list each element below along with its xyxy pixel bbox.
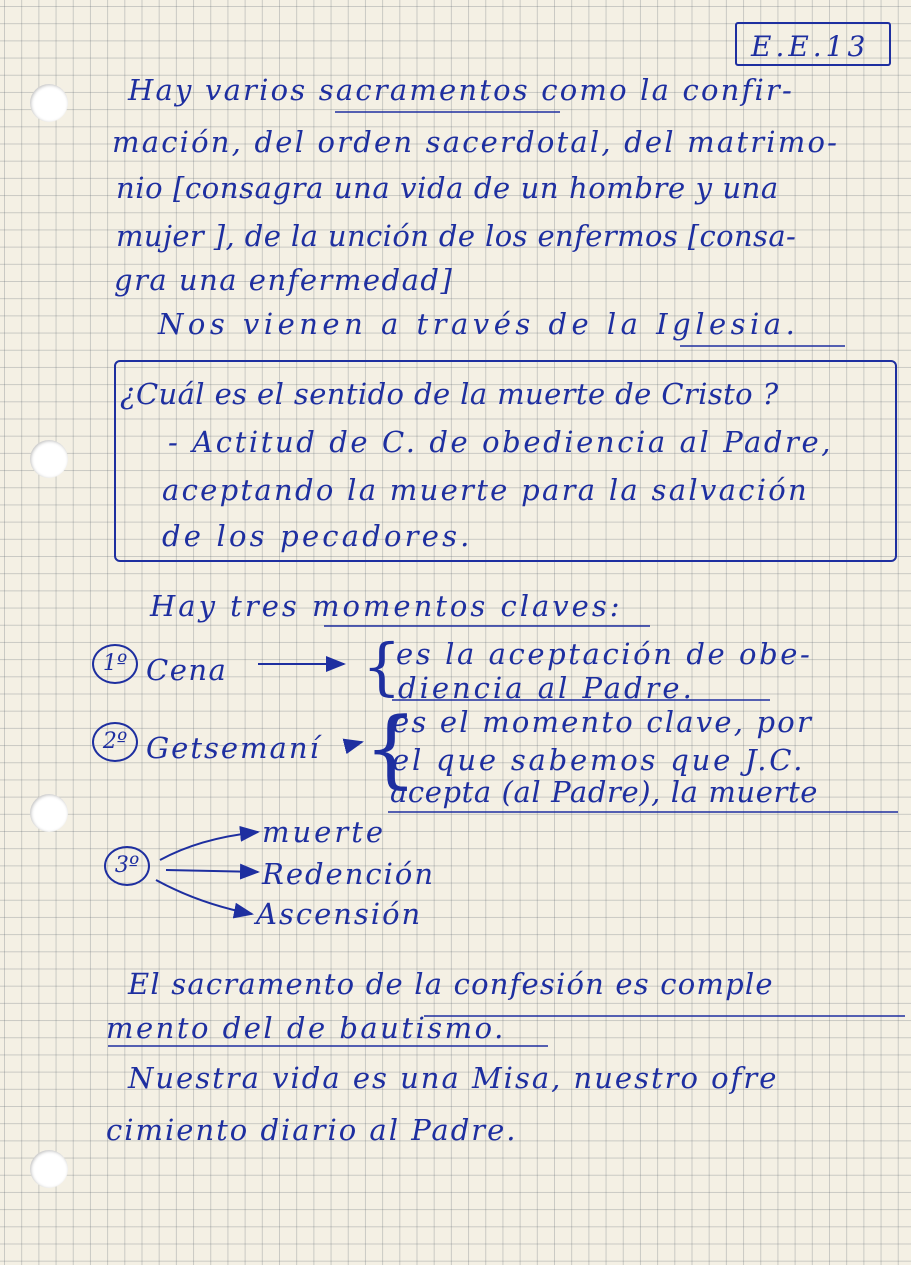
moment-2-name: Getsemaní xyxy=(146,731,321,765)
moment-1-text-2: diencia al Padre. xyxy=(398,671,695,705)
question-line-3: aceptando la muerte para la salvación xyxy=(162,473,810,507)
moment-3-item-2: Redención xyxy=(262,857,436,891)
arrow-redencion xyxy=(166,870,258,872)
para2-line-4: cimiento diario al Padre. xyxy=(106,1113,518,1147)
moment-2-text-3: acepta (al Padre), la muerte xyxy=(390,775,818,809)
para1-line-4: mujer ], de la unción de los enfermos [consa- xyxy=(116,219,797,253)
arrow-muerte xyxy=(160,832,258,860)
moment-1-brace: { xyxy=(362,630,402,703)
question-line-4: de los pecadores. xyxy=(162,519,473,553)
para1-line-6: Nos vienen a través de la Iglesia. xyxy=(158,307,800,341)
page-code: E.E.13 xyxy=(751,30,870,63)
moment-3-number: 3º xyxy=(104,846,150,886)
moments-heading: Hay tres momentos claves: xyxy=(150,589,623,623)
question-line-2: - Actitud de C. de obediencia al Padre, xyxy=(168,425,834,459)
arrow-ascension xyxy=(156,880,252,914)
para2-line-3: Nuestra vida es una Misa, nuestro ofre xyxy=(128,1061,779,1095)
moment-3-item-3: Ascensión xyxy=(256,897,423,931)
question-line-1: ¿Cuál es el sentido de la muerte de Cristo ? xyxy=(120,377,779,411)
moment-2-brace: { xyxy=(364,699,418,797)
moment-2-text-1: es el momento clave, por xyxy=(392,705,814,739)
para1-line-1: Hay varios sacramentos como la confir- xyxy=(128,73,794,107)
para1-line-2: mación, del orden sacerdotal, del matrimo- xyxy=(112,125,840,159)
moment-2-number: 2º xyxy=(92,722,138,762)
moment-1-text-1: es la aceptación de obe- xyxy=(396,637,813,671)
moment-2-text-2: el que sabemos que J.C. xyxy=(392,743,806,777)
moment-3-item-1: muerte xyxy=(262,815,387,849)
para2-line-2: mento del de bautismo. xyxy=(106,1011,506,1045)
arrow-getsemani xyxy=(346,742,362,746)
moment-1-number: 1º xyxy=(92,644,138,684)
para1-line-5: gra una enfermedad] xyxy=(114,263,454,297)
moment-1-name: Cena xyxy=(146,653,228,687)
para2-line-1: El sacramento de la confesión es comple xyxy=(128,967,774,1001)
para1-line-3: nio [consagra una vida de un hombre y una xyxy=(116,171,779,205)
